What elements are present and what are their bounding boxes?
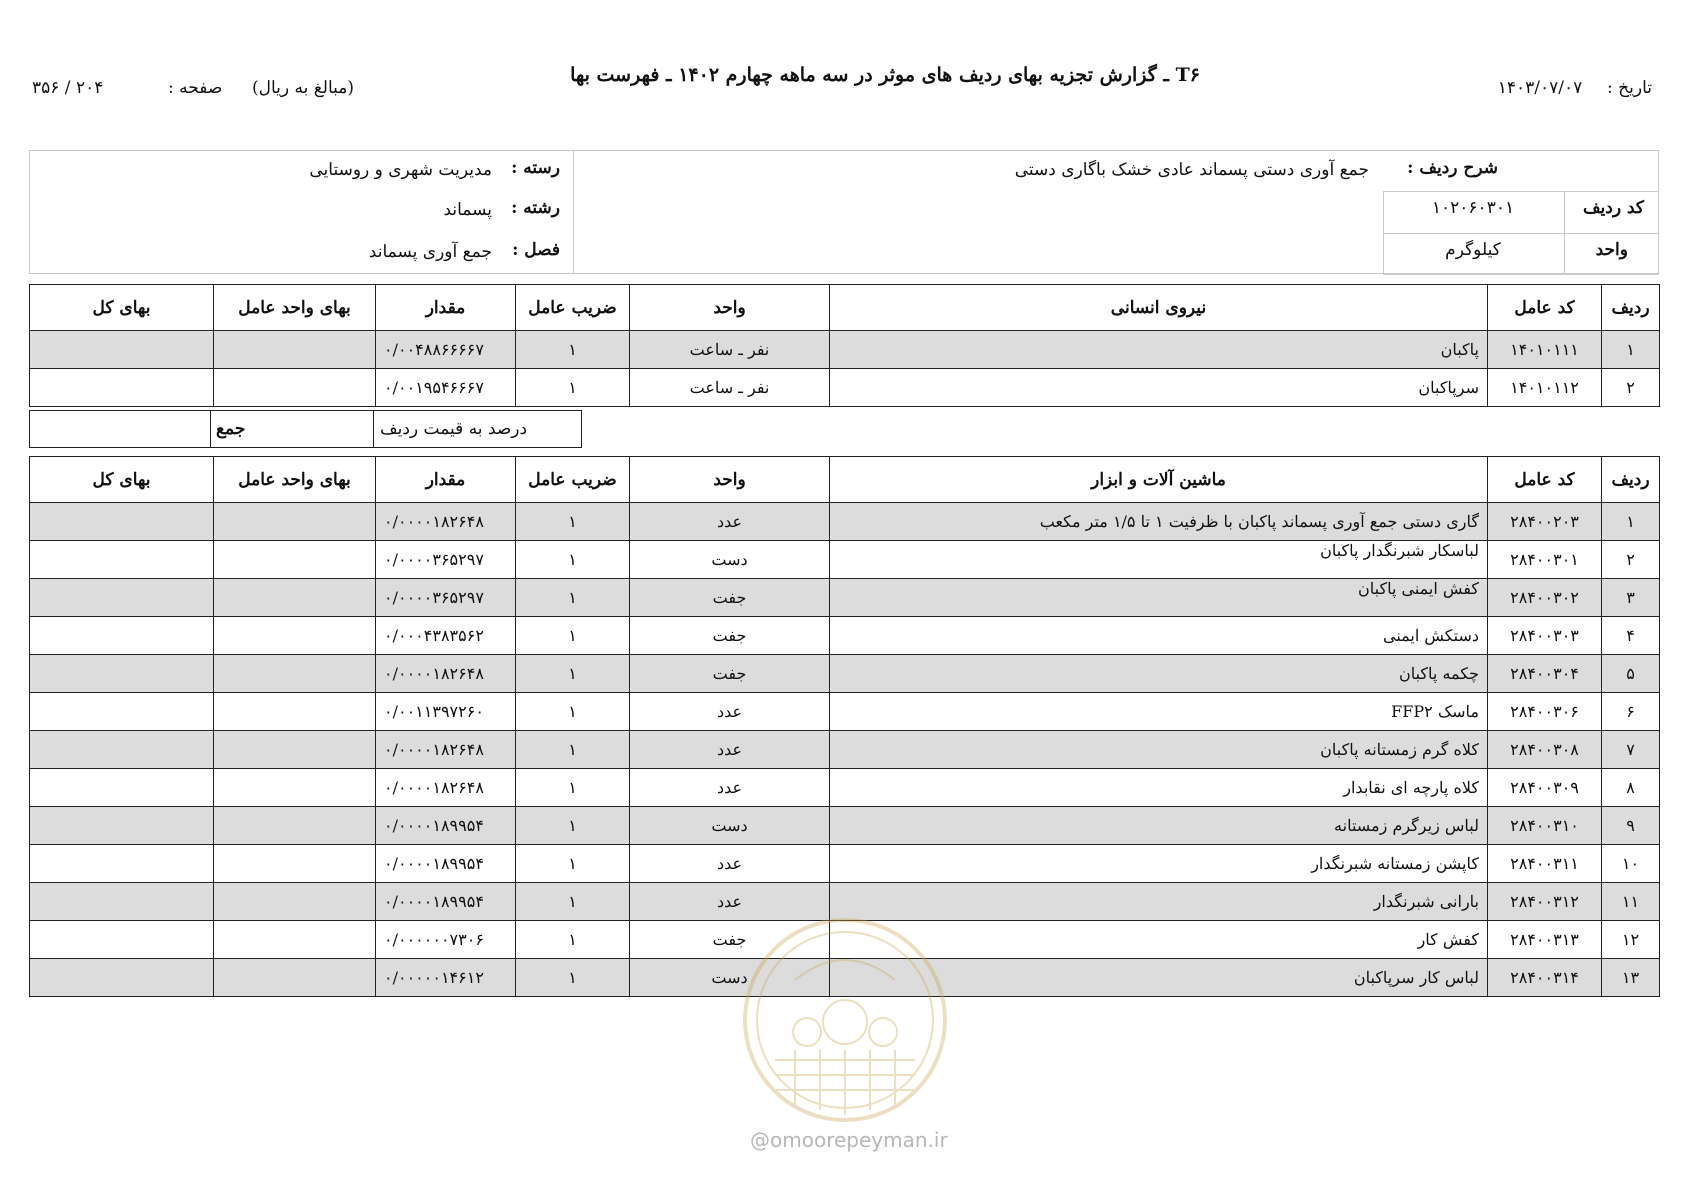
col-header-unit-price: بهای واحد عامل	[214, 285, 376, 331]
cell-unit-price	[214, 331, 376, 369]
col-header-qty: مقدار	[376, 285, 516, 331]
cell-total	[30, 921, 214, 959]
cell-unit: عدد	[630, 503, 830, 541]
table-row	[30, 845, 1660, 883]
table-row	[30, 655, 1660, 693]
field-label: رشته :	[511, 198, 560, 218]
cell-code: ۲۸۴۰۰۳۰۶	[1488, 693, 1602, 731]
cell-unit: عدد	[630, 693, 830, 731]
table-row	[30, 883, 1660, 921]
cell-qty: ۰/۰۰۰۰۱۸۲۶۴۸	[376, 655, 516, 693]
cell-qty: ۰/۰۰۰۰۳۶۵۲۹۷	[376, 579, 516, 617]
cell-unit: نفر ـ ساعت	[630, 369, 830, 407]
cell-unit: دست	[630, 541, 830, 579]
cell-unit-price	[214, 731, 376, 769]
machinery-header-row	[30, 457, 1660, 503]
table-row	[30, 769, 1660, 807]
percent-label: درصد به قیمت ردیف	[380, 419, 528, 439]
cell-qty: ۰/۰۰۰۰۰۱۴۶۱۲	[376, 959, 516, 997]
cell-row: ۱۰	[1602, 845, 1660, 883]
field-value: پسماند	[443, 200, 492, 220]
cell-unit-price	[214, 369, 376, 407]
cell-row: ۲	[1602, 541, 1660, 579]
cell-code: ۲۸۴۰۰۳۰۱	[1488, 541, 1602, 579]
cell-total	[30, 731, 214, 769]
cell-factor: ۱	[516, 541, 630, 579]
unit-value: کیلوگرم	[1445, 240, 1501, 260]
col-header-total: بهای کل	[30, 285, 214, 331]
col-header-unit-price: بهای واحد عامل	[214, 457, 376, 503]
cell-total	[30, 541, 214, 579]
cell-total	[30, 369, 214, 407]
code-value: ۱۰۲۰۶۰۳۰۱	[1431, 198, 1515, 218]
table-row	[30, 731, 1660, 769]
cell-factor: ۱	[516, 693, 630, 731]
table-row	[30, 617, 1660, 655]
cell-total	[30, 579, 214, 617]
page-label: صفحه :	[168, 78, 223, 98]
cell-factor: ۱	[516, 845, 630, 883]
cell-code: ۲۸۴۰۰۳۱۳	[1488, 921, 1602, 959]
cell-code: ۲۸۴۰۰۳۱۰	[1488, 807, 1602, 845]
col-header-code: کد عامل	[1488, 457, 1602, 503]
cell-qty: ۰/۰۰۰۰۰۰۷۳۰۶	[376, 921, 516, 959]
code-divider	[1564, 191, 1565, 275]
cell-name: چکمه پاکبان	[830, 655, 1488, 693]
col-header-unit: واحد	[630, 285, 830, 331]
cell-name: کاپشن زمستانه شبرنگدار	[830, 845, 1488, 883]
cell-qty: ۰/۰۰۴۸۸۶۶۶۶۷	[376, 331, 516, 369]
cell-unit-price	[214, 541, 376, 579]
table-row	[30, 503, 1660, 541]
date-block	[1498, 78, 1652, 98]
category-label: رسته :	[511, 158, 560, 178]
cell-row: ۱	[1602, 331, 1660, 369]
labor-table	[29, 284, 1660, 407]
cell-unit: عدد	[630, 769, 830, 807]
cell-qty: ۰/۰۰۰۰۱۸۲۶۴۸	[376, 503, 516, 541]
cell-unit-price	[214, 579, 376, 617]
table-row	[30, 579, 1660, 617]
cell-factor: ۱	[516, 331, 630, 369]
col-header-total: بهای کل	[30, 457, 214, 503]
cell-name: لباسکار شبرنگدار پاکبان	[830, 541, 1488, 579]
machinery-table	[29, 456, 1660, 997]
cell-unit: عدد	[630, 731, 830, 769]
table-row	[30, 331, 1660, 369]
cell-unit: جفت	[630, 921, 830, 959]
page-title: T۶ ـ گزارش تجزیه بهای ردیف های موثر در سه ماهه چهارم ۱۴۰۲ ـ فهرست بها	[570, 64, 1200, 86]
table-row	[30, 959, 1660, 997]
cell-total	[30, 807, 214, 845]
cell-factor: ۱	[516, 883, 630, 921]
cell-total	[30, 617, 214, 655]
cell-code: ۲۸۴۰۰۳۰۴	[1488, 655, 1602, 693]
cell-code: ۲۸۴۰۰۲۰۳	[1488, 503, 1602, 541]
cell-factor: ۱	[516, 731, 630, 769]
cell-qty: ۰/۰۰۰۰۱۸۲۶۴۸	[376, 769, 516, 807]
col-header-qty: مقدار	[376, 457, 516, 503]
cell-total	[30, 883, 214, 921]
cell-name: بارانی شبرنگدار	[830, 883, 1488, 921]
currency-note: (مبالغ به ریال)	[252, 78, 355, 98]
cell-unit: دست	[630, 807, 830, 845]
cell-unit: جفت	[630, 655, 830, 693]
date-value: ۱۴۰۳/۰۷/۰۷	[1497, 78, 1583, 98]
cell-qty: ۰/۰۰۰۰۱۸۲۶۴۸	[376, 731, 516, 769]
unit-label: واحد	[1595, 240, 1628, 260]
table-row	[30, 541, 1660, 579]
chapter-value: جمع آوری پسماند	[368, 242, 492, 262]
cell-code: ۱۴۰۱۰۱۱۱	[1488, 331, 1602, 369]
table-row	[30, 369, 1660, 407]
cell-unit-price	[214, 807, 376, 845]
table-row	[30, 693, 1660, 731]
cell-factor: ۱	[516, 369, 630, 407]
chapter-label: فصل :	[512, 240, 560, 260]
date-label: تاریخ :	[1607, 78, 1652, 98]
cell-row: ۴	[1602, 617, 1660, 655]
cell-unit-price	[214, 769, 376, 807]
cell-total	[30, 503, 214, 541]
cell-code: ۲۸۴۰۰۳۱۲	[1488, 883, 1602, 921]
cell-qty: ۰/۰۰۰۰۳۶۵۲۹۷	[376, 541, 516, 579]
table-row	[30, 807, 1660, 845]
cell-unit: عدد	[630, 883, 830, 921]
cell-code: ۲۸۴۰۰۳۰۳	[1488, 617, 1602, 655]
cell-row: ۹	[1602, 807, 1660, 845]
col-header-unit: واحد	[630, 457, 830, 503]
cell-unit: عدد	[630, 845, 830, 883]
cell-row: ۱۳	[1602, 959, 1660, 997]
col-header-row: ردیف	[1602, 457, 1660, 503]
cell-factor: ۱	[516, 959, 630, 997]
cell-unit: جفت	[630, 617, 830, 655]
cell-qty: ۰/۰۰۱۹۵۴۶۶۶۷	[376, 369, 516, 407]
col-header-name: ماشین آلات و ابزار	[830, 457, 1488, 503]
cell-qty: ۰/۰۰۰۰۱۸۹۹۵۴	[376, 883, 516, 921]
labor-summary	[29, 410, 582, 448]
cell-name: کفش ایمنی پاکبان	[830, 579, 1488, 617]
cell-total	[30, 769, 214, 807]
cell-total	[30, 655, 214, 693]
cell-code: ۲۸۴۰۰۳۰۲	[1488, 579, 1602, 617]
col-header-name: نیروی انسانی	[830, 285, 1488, 331]
cell-name: کلاه پارچه ای نقابدار	[830, 769, 1488, 807]
desc-value: جمع آوری دستی پسماند عادی خشک باگاری دستی	[1014, 160, 1369, 180]
cell-row: ۷	[1602, 731, 1660, 769]
cell-qty: ۰/۰۰۰۴۳۸۳۵۶۲	[376, 617, 516, 655]
cell-unit-price	[214, 959, 376, 997]
code-label: کد ردیف	[1582, 198, 1644, 218]
col-header-code: کد عامل	[1488, 285, 1602, 331]
cell-unit-price	[214, 617, 376, 655]
cell-unit-price	[214, 693, 376, 731]
cell-row: ۱۲	[1602, 921, 1660, 959]
desc-label: شرح ردیف :	[1407, 158, 1498, 178]
cell-factor: ۱	[516, 617, 630, 655]
cell-unit-price	[214, 921, 376, 959]
category-value: مدیریت شهری و روستایی	[309, 160, 492, 180]
cell-factor: ۱	[516, 807, 630, 845]
cell-unit: دست	[630, 959, 830, 997]
cell-row: ۵	[1602, 655, 1660, 693]
cell-code: ۲۸۴۰۰۳۱۱	[1488, 845, 1602, 883]
summary-divider-2	[373, 411, 375, 447]
cell-name: لباس زیرگرم زمستانه	[830, 807, 1488, 845]
cell-unit-price	[214, 503, 376, 541]
cell-total	[30, 693, 214, 731]
col-header-row: ردیف	[1602, 285, 1660, 331]
cell-factor: ۱	[516, 921, 630, 959]
sum-label: جمع	[216, 419, 246, 439]
cell-row: ۶	[1602, 693, 1660, 731]
cell-factor: ۱	[516, 769, 630, 807]
col-header-factor: ضریب عامل	[516, 285, 630, 331]
cell-total	[30, 331, 214, 369]
cell-row: ۱۱	[1602, 883, 1660, 921]
cell-name: کلاه گرم زمستانه پاکبان	[830, 731, 1488, 769]
cell-unit: جفت	[630, 579, 830, 617]
col-header-factor: ضریب عامل	[516, 457, 630, 503]
cell-total	[30, 845, 214, 883]
cell-code: ۲۸۴۰۰۳۰۹	[1488, 769, 1602, 807]
watermark-site: @omoorepeyman.ir	[750, 1128, 948, 1152]
cell-name: دستکش ایمنی	[830, 617, 1488, 655]
cell-code: ۲۸۴۰۰۳۰۸	[1488, 731, 1602, 769]
cell-total	[30, 959, 214, 997]
cell-qty: ۰/۰۰۰۰۱۸۹۹۵۴	[376, 845, 516, 883]
cell-unit-price	[214, 845, 376, 883]
summary-divider-1	[210, 411, 212, 447]
labor-header-row	[30, 285, 1660, 331]
cell-unit: نفر ـ ساعت	[630, 331, 830, 369]
cell-name: لباس کار سرپاکبان	[830, 959, 1488, 997]
cell-row: ۱	[1602, 503, 1660, 541]
cell-code: ۲۸۴۰۰۳۱۴	[1488, 959, 1602, 997]
page-number: ۲۰۴ / ۳۵۶	[32, 78, 104, 98]
cell-row: ۳	[1602, 579, 1660, 617]
cell-qty: ۰/۰۰۰۰۱۸۹۹۵۴	[376, 807, 516, 845]
cell-code: ۱۴۰۱۰۱۱۲	[1488, 369, 1602, 407]
cell-unit-price	[214, 655, 376, 693]
cell-row: ۸	[1602, 769, 1660, 807]
cell-name: ماسک FFP۲	[830, 693, 1488, 731]
cell-name: سرپاکبان	[830, 369, 1488, 407]
cell-factor: ۱	[516, 503, 630, 541]
cell-factor: ۱	[516, 655, 630, 693]
cell-unit-price	[214, 883, 376, 921]
cell-name: کفش کار	[830, 921, 1488, 959]
cell-qty: ۰/۰۰۱۱۳۹۷۲۶۰	[376, 693, 516, 731]
cell-name: گاری دستی جمع آوری پسماند پاکبان با ظرفیت ۱ تا ۱/۵ متر مکعب	[830, 503, 1488, 541]
cell-name: پاکبان	[830, 331, 1488, 369]
cell-row: ۲	[1602, 369, 1660, 407]
table-row	[30, 921, 1660, 959]
cell-factor: ۱	[516, 579, 630, 617]
info-divider	[573, 150, 574, 274]
